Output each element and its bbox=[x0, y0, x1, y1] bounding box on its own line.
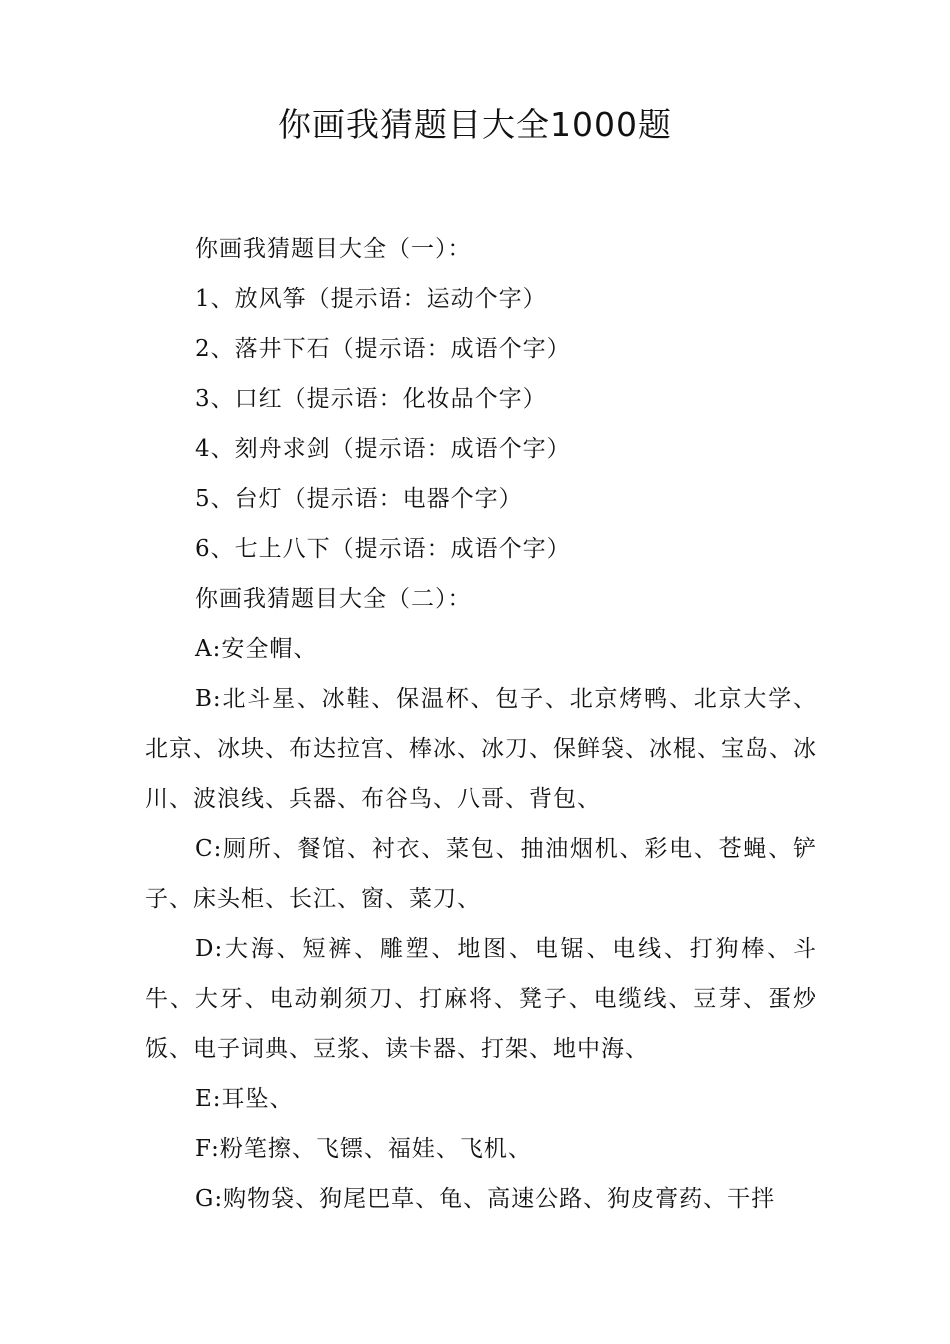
paragraph-letter-d: D:大海、短裤、雕塑、地图、电锯、电线、打狗棒、斗牛、大牙、电动剃须刀、打麻将、凳子、电缆线、豆芽、蛋炒饭、电子词典、豆浆、读卡器、打架、地中海、 bbox=[145, 936, 817, 1062]
paragraph-section-1-heading: 你画我猜题目大全（一）： bbox=[195, 236, 472, 262]
document-body bbox=[145, 224, 817, 1224]
paragraph-letter-c: C:厕所、餐馆、衬衣、菜包、抽油烟机、彩电、苍蝇、铲子、床头柜、长江、窗、菜刀、 bbox=[145, 836, 817, 912]
paragraph-item-4: 4、刻舟求剑（提示语：成语个字） bbox=[195, 436, 571, 462]
paragraph-letter-a: A:安全帽、 bbox=[195, 636, 318, 662]
paragraph-item-6: 6、七上八下（提示语：成语个字） bbox=[195, 536, 571, 562]
paragraph-item-5: 5、台灯（提示语：电器个字） bbox=[195, 486, 523, 512]
paragraph-letter-e: E:耳坠、 bbox=[195, 1086, 294, 1112]
paragraph-item-3: 3、口红（提示语：化妆品个字） bbox=[195, 386, 547, 412]
paragraph-letter-f: F:粉笔擦、飞镖、福娃、飞机、 bbox=[195, 1136, 532, 1162]
paragraph-item-1: 1、放风筝（提示语：运动个字） bbox=[195, 286, 547, 312]
document-title: 你画我猜题目大全1000题 bbox=[278, 105, 672, 144]
paragraph-letter-g: G:购物袋、狗尾巴草、龟、高速公路、狗皮膏药、干拌 bbox=[195, 1186, 776, 1212]
paragraph-letter-b: B:北斗星、冰鞋、保温杯、包子、北京烤鸭、北京大学、北京、冰块、布达拉宫、棒冰、冰刀、保鲜袋、冰棍、宝岛、冰川、波浪线、兵器、布谷鸟、八哥、背包、 bbox=[145, 686, 817, 812]
paragraph-section-2-heading: 你画我猜题目大全（二）： bbox=[195, 586, 472, 612]
paragraph-item-2: 2、落井下石（提示语：成语个字） bbox=[195, 336, 571, 362]
